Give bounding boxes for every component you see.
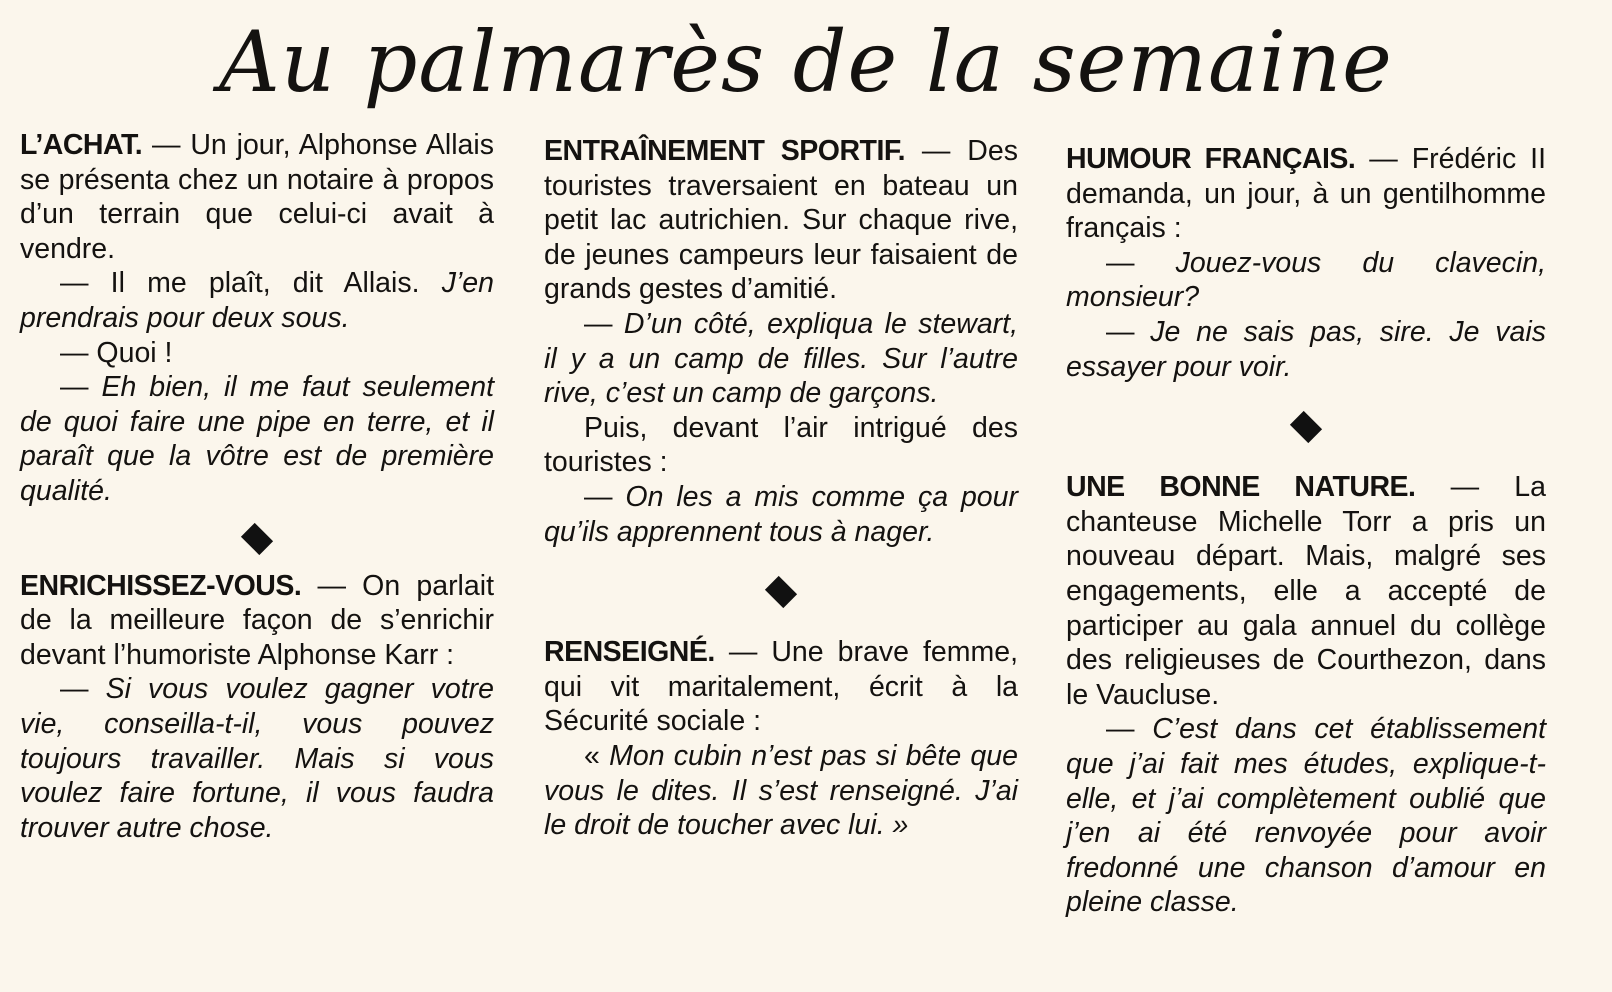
article-lead: — Frédéric II demanda, un jour, à un gentilhomme français : — [1066, 143, 1546, 245]
article-lead: — Des touristes traversaient en bateau un petit lac autrichien. Sur chaque rive, de jeunes campeurs leur faisaient de grands gestes d’amitié. — [544, 135, 1018, 306]
diamond-separator — [1066, 384, 1546, 470]
article-heading: HUMOUR FRANÇAIS. — [1066, 143, 1356, 175]
dash: — — [60, 336, 97, 369]
column-2 — [544, 134, 1018, 843]
dash: — — [1106, 713, 1153, 746]
quote-mark: « — [584, 739, 610, 772]
dash: — — [60, 371, 102, 404]
line-roman: Il me plaît, dit Allais. — [110, 267, 442, 300]
article-heading: UNE BONNE NATURE. — [1066, 471, 1416, 504]
article-lead: — Un jour, Alphonse Allais se présenta chez un notaire à propos d’un terrain que celui-ci avait à vendre. — [20, 129, 494, 265]
line-roman: Quoi ! — [96, 336, 173, 369]
article-heading: L’ACHAT. — [20, 129, 143, 161]
line-roman: Puis, devant l’air intrigué des touristes : — [544, 411, 1018, 479]
article-une-bonne-nature — [1066, 470, 1546, 920]
line-italic: D’un côté, expliqua le stewart, il y a un camp de filles. Sur l’autre rive, c’est un camp de garçons. — [544, 307, 1019, 410]
article-entrainement-sportif — [544, 134, 1018, 549]
article-heading: ENTRAÎNEMENT SPORTIF. — [544, 135, 906, 167]
column-3 — [1066, 142, 1546, 920]
article-achat — [20, 128, 494, 509]
diamond-icon — [1290, 411, 1322, 443]
dash: — — [584, 307, 624, 340]
column-1 — [20, 128, 494, 845]
diamond-separator — [20, 509, 494, 569]
line-italic: Mon cubin n’est pas si bête que vous le dites. Il s’est renseigné. J’ai le droit de toucher avec lui. » — [544, 739, 1018, 842]
article-lead: — La chanteuse Michelle Torr a pris un nouveau départ. Mais, malgré ses engagements, elle a accepté de participer au gala annuel du collège des religieuses de Courthezon, dans le Vaucluse. — [1066, 471, 1546, 711]
dash: — — [584, 480, 626, 513]
dash: — — [60, 673, 106, 706]
diamond-separator — [544, 549, 1018, 635]
dash: — — [1106, 246, 1176, 279]
article-enrichissez-vous — [20, 569, 494, 846]
line-italic: Je ne sais pas, sire. Je vais essayer pour voir. — [1066, 315, 1546, 383]
line-italic: Jouez-vous du clavecin, monsieur? — [1066, 246, 1546, 314]
line-italic: On les a mis comme ça pour qu’ils apprennent tous à nager. — [544, 480, 1018, 548]
diamond-icon — [765, 576, 797, 608]
dash: — — [1106, 315, 1151, 348]
article-heading: RENSEIGNÉ. — [544, 636, 715, 669]
article-renseigne — [544, 635, 1018, 843]
article-heading: ENRICHISSEZ-VOUS. — [20, 569, 302, 602]
line-italic: Eh bien, il me faut seulement de quoi faire une pipe en terre, et il paraît que la vôtre est de première qualité. — [20, 371, 494, 507]
article-lead: — On parlait de la meilleure façon de s’enrichir devant l’humoriste Alphonse Karr : — [20, 569, 494, 671]
diamond-icon — [241, 522, 273, 554]
line-italic: J’en prendrais pour deux sous. — [20, 267, 494, 334]
dash: — — [60, 267, 111, 300]
page-title: Au palmarès de la semaine — [219, 13, 1393, 111]
line-italic: C’est dans cet établissement que j’ai fait mes études, explique-t-elle, et j’ai complètement oublié que j’en ai été renvoyée pour avoir fredonné une chanson d’amour en pleine classe. — [1066, 713, 1546, 919]
line-italic: Si vous voulez gagner votre vie, conseilla-t-il, vous pouvez toujours travailler. Mais si vous voulez faire fortune, il vous faudra trouver autre chose. — [20, 673, 494, 844]
article-humour-francais — [1066, 142, 1546, 384]
article-lead: — Une brave femme, qui vit maritalement, écrit à la Sécurité sociale : — [544, 636, 1018, 738]
